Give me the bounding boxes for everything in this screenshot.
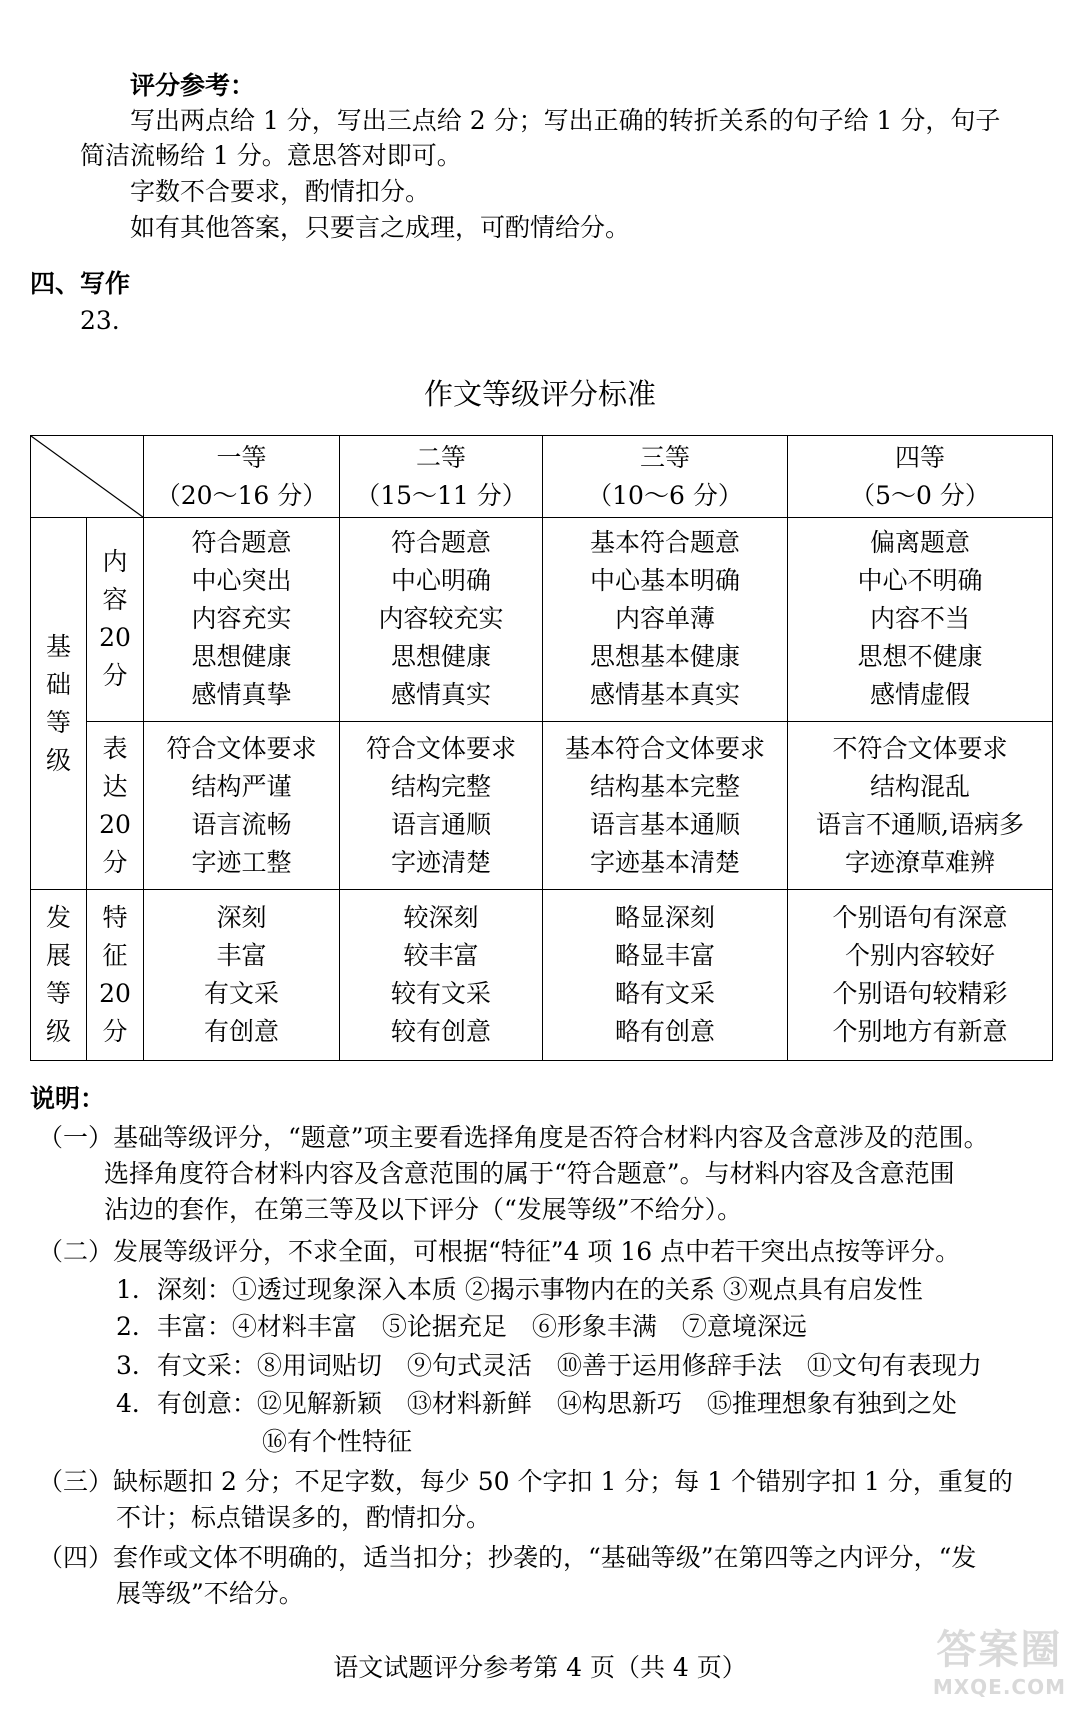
- cell-line: 感情基本真实: [589, 680, 740, 710]
- cell-line: 有创意: [203, 1017, 279, 1047]
- cell-line: 中心不明确: [857, 566, 983, 596]
- table-cell: [543, 721, 788, 890]
- watermark-logo: [933, 1618, 1066, 1699]
- table-row-content: [31, 518, 1053, 722]
- cell-line: 个别内容较好: [844, 941, 995, 971]
- cell-line: 内容单薄: [614, 604, 715, 634]
- watermark-url: MXQE.COM: [932, 1675, 1066, 1699]
- watermark-text: 答案圈: [936, 1627, 1063, 1673]
- row-label-char: 分: [102, 847, 128, 877]
- cell-line: 较丰富: [403, 941, 479, 971]
- cell-line: 内容不当: [869, 604, 970, 634]
- row-label-char: 分: [102, 1017, 128, 1047]
- cell-line: 丰富: [216, 941, 267, 971]
- cell-line: 思想健康: [191, 642, 292, 672]
- note-line: （三）缺标题扣 2 分；不足字数，每少 50 个字扣 1 分；每 1 个错别字扣 1 分，重复的: [38, 1467, 1013, 1496]
- scoring-ref-line: 简洁流畅给 1 分。意思答对即可。: [80, 141, 462, 170]
- grade-name: 四等: [894, 442, 945, 472]
- cell-line: 思想基本健康: [589, 642, 740, 672]
- row-label-char: 特: [102, 903, 128, 933]
- note-item: ⑯有个性特征: [262, 1427, 413, 1456]
- cell-line: 符合文体要求: [365, 733, 516, 763]
- cell-line: 中心明确: [390, 566, 491, 596]
- cell-line: 语言通顺: [390, 809, 491, 839]
- group-label-char: 发: [45, 903, 71, 933]
- scoring-ref-line: 如有其他答案，只要言之成理，可酌情给分。: [130, 213, 631, 242]
- table-cell: [788, 721, 1053, 890]
- cell-line: 感情真挚: [191, 680, 292, 710]
- note-line: （四）套作或文体不明确的，适当扣分；抄袭的，“基础等级”在第四等之内评分，“发: [38, 1543, 977, 1572]
- cell-line: 字迹工整: [191, 847, 292, 877]
- row-label-char: 内: [102, 547, 128, 577]
- note-line: 选择角度符合材料内容及含意范围的属于“符合题意”。与材料内容及含意范围: [104, 1159, 955, 1188]
- cell-line: 符合题意: [191, 528, 292, 558]
- cell-line: 基本符合题意: [589, 528, 740, 558]
- cell-line: 符合题意: [390, 528, 491, 558]
- grade-range: （15～11 分）: [355, 480, 527, 510]
- cell-line: 基本符合文体要求: [564, 733, 765, 763]
- cell-line: 深刻: [216, 903, 267, 933]
- table-cell: [543, 890, 788, 1061]
- table-title: 作文等级评分标准: [423, 377, 656, 411]
- grade-name: 三等: [639, 442, 690, 472]
- grade-header-3: [543, 436, 788, 518]
- group-label-char: 级: [45, 1017, 71, 1047]
- table-cell: [543, 518, 788, 722]
- note-item: 1．深刻：①透过现象深入本质 ②揭示事物内在的关系 ③观点具有启发性: [116, 1275, 923, 1304]
- cell-line: 较有文采: [390, 979, 491, 1009]
- table-cell: [144, 721, 340, 890]
- cell-line: 有文采: [203, 979, 279, 1009]
- grade-range: （10～6 分）: [587, 480, 743, 510]
- cell-line: 字迹潦草难辨: [844, 847, 995, 877]
- note-line: （二）发展等级评分，不求全面，可根据“特征”4 项 16 点中若干突出点按等评分。: [38, 1237, 961, 1266]
- table-row-features: [31, 890, 1053, 1061]
- table-header-row: [31, 436, 1053, 518]
- cell-line: 偏离题意: [869, 528, 970, 558]
- grade-header-4: [788, 436, 1053, 518]
- note-line: 不计；标点错误多的，酌情扣分。: [116, 1503, 492, 1532]
- table-cell: [788, 518, 1053, 722]
- group-label-char: 础: [45, 669, 71, 699]
- cell-line: 略有文采: [614, 979, 715, 1009]
- group-label-char: 级: [45, 745, 71, 775]
- cell-line: 感情真实: [390, 680, 491, 710]
- note-line: 沾边的套作，在第三等及以下评分（“发展等级”不给分）。: [104, 1195, 743, 1224]
- table-cell: [340, 721, 543, 890]
- grading-table: [30, 435, 1053, 1061]
- cell-line: 略显丰富: [614, 941, 715, 971]
- cell-line: 思想不健康: [857, 642, 983, 672]
- scoring-ref-heading: 评分参考：: [130, 71, 256, 100]
- note-item: 4．有创意：⑫见解新颖 ⑬材料新鲜 ⑭构思新巧 ⑮推理想象有独到之处: [116, 1389, 957, 1418]
- cell-line: 中心基本明确: [589, 566, 740, 596]
- cell-line: 字迹清楚: [390, 847, 491, 877]
- group-label-char: 展: [45, 941, 71, 971]
- table-cell: [340, 518, 543, 722]
- cell-line: 语言流畅: [191, 809, 292, 839]
- row-label-content: [87, 518, 144, 722]
- diagonal-line: [31, 436, 143, 517]
- row-label-char: 达: [102, 771, 128, 801]
- cell-line: 结构严谨: [191, 771, 292, 801]
- cell-line: 思想健康: [390, 642, 491, 672]
- group-label-char: 等: [45, 979, 71, 1009]
- row-label-char: 表: [102, 733, 128, 763]
- row-label-expression: [87, 721, 144, 890]
- grade-range: （5～0 分）: [850, 480, 990, 510]
- note-line: （一）基础等级评分，“题意”项主要看选择角度是否符合材料内容及含意涉及的范围。: [38, 1123, 989, 1152]
- cell-line: 略有创意: [614, 1017, 715, 1047]
- cell-line: 较深刻: [403, 903, 479, 933]
- note-item: 3．有文采：⑧用词贴切 ⑨句式灵活 ⑩善于运用修辞手法 ⑪文句有表现力: [116, 1351, 982, 1380]
- group-label-char: 基: [45, 631, 71, 661]
- section-heading: 四、写作: [30, 269, 131, 298]
- cell-line: 内容较充实: [378, 604, 504, 634]
- table-cell: [788, 890, 1053, 1061]
- table-cell: [144, 518, 340, 722]
- cell-line: 略显深刻: [614, 903, 715, 933]
- table-row-expression: [31, 721, 1053, 890]
- group-label-development: [31, 890, 87, 1061]
- cell-line: 结构混乱: [869, 771, 970, 801]
- row-label-char: 容: [102, 585, 128, 615]
- question-number: 23.: [80, 306, 120, 335]
- row-label-features: [87, 890, 144, 1061]
- scoring-ref-line: 写出两点给 1 分，写出三点给 2 分；写出正确的转折关系的句子给 1 分，句子: [130, 106, 1001, 135]
- table-cell: [144, 890, 340, 1061]
- note-line: 展等级”不给分。: [116, 1579, 304, 1608]
- note-item: 2．丰富：④材料丰富 ⑤论据充足 ⑥形象丰满 ⑦意境深远: [116, 1312, 807, 1341]
- cell-line: 个别语句有深意: [832, 903, 1008, 933]
- cell-line: 个别语句较精彩: [832, 979, 1008, 1009]
- cell-line: 较有创意: [390, 1017, 491, 1047]
- grade-name: 一等: [216, 442, 267, 472]
- cell-line: 感情虚假: [869, 680, 970, 710]
- cell-line: 中心突出: [191, 566, 292, 596]
- cell-line: 字迹基本清楚: [589, 847, 740, 877]
- group-label-char: 等: [45, 707, 71, 737]
- grade-header-1: [144, 436, 340, 518]
- cell-line: 个别地方有新意: [832, 1017, 1008, 1047]
- row-label-char: 20: [99, 623, 131, 653]
- cell-line: 结构完整: [390, 771, 491, 801]
- row-label-char: 20: [99, 979, 131, 1009]
- row-label-char: 分: [102, 661, 128, 691]
- page-footer: 语文试题评分参考第 4 页（共 4 页）: [333, 1653, 747, 1682]
- grade-range: （20～16 分）: [155, 480, 328, 510]
- table-corner-cell: [31, 436, 144, 518]
- cell-line: 内容充实: [191, 604, 292, 634]
- grade-name: 二等: [415, 442, 466, 472]
- table-cell: [340, 890, 543, 1061]
- grade-header-2: [340, 436, 543, 518]
- notes-heading: 说明：: [30, 1084, 106, 1113]
- cell-line: 不符合文体要求: [832, 733, 1008, 763]
- group-label-basic: [31, 518, 87, 890]
- cell-line: 符合文体要求: [166, 733, 317, 763]
- scoring-ref-line: 字数不合要求，酌情扣分。: [130, 177, 431, 206]
- cell-line: 语言基本通顺: [589, 809, 740, 839]
- row-label-char: 征: [102, 941, 128, 971]
- row-label-char: 20: [99, 809, 131, 839]
- cell-line: 结构基本完整: [589, 771, 740, 801]
- cell-line: 语言不通顺,语病多: [816, 809, 1024, 839]
